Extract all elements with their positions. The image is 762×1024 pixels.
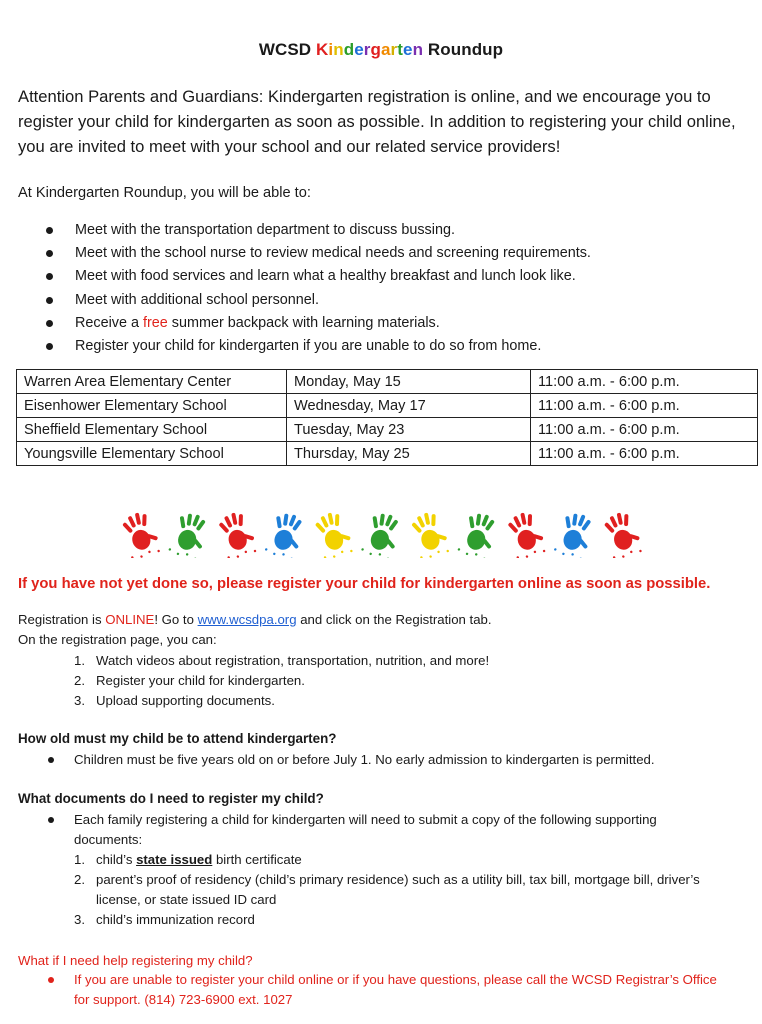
bullet-icon [46,273,53,280]
registration-text: ! Go to [154,612,198,627]
title-letter: e [354,40,364,59]
handprint-icon [408,509,452,558]
handprints-decoration [116,508,646,558]
time-cell: 11:00 a.m. - 6:00 p.m. [531,442,758,466]
online-highlight: ONLINE [105,612,155,627]
step-text: Register your child for kindergarten. [96,673,305,688]
title-letter: r [363,40,371,59]
list-item: 2. Register your child for kindergarten. [74,673,305,688]
title-letter: e [403,40,413,59]
registration-steps [74,651,489,711]
step-text: Upload supporting documents. [96,693,275,708]
list-item: 3. child’s immunization record [74,912,255,927]
age-answer [18,750,738,770]
date-cell: Monday, May 15 [287,370,531,394]
registration-page-intro: On the registration page, you can: [18,632,217,647]
documents-answer [18,810,738,850]
handprint-icon [168,510,211,558]
registration-text: and click on the Registration tab. [296,612,492,627]
list-item: 1. Watch videos about registration, transportation, nutrition, and more! [74,653,490,668]
handprint-icon [264,510,307,558]
help-question: What if I need help registering my child? [18,953,253,968]
list-item: 1. child’s state issued birth certificate [74,852,302,867]
handprint-icon [504,509,548,558]
time-cell: 11:00 a.m. - 6:00 p.m. [531,418,758,442]
list-item-text: Meet with the transportation department to discuss bussing. [75,222,455,238]
date-cell: Wednesday, May 17 [287,394,531,418]
registration-text: Registration is [18,612,106,627]
table-row [17,442,758,466]
bullet-icon [46,320,53,327]
school-cell: Warren Area Elementary Center [17,370,287,394]
doc-text: child’s immunization record [96,912,255,927]
title-letter: g [370,40,381,59]
time-cell: 11:00 a.m. - 6:00 p.m. [531,370,758,394]
handprint-icon [553,510,596,558]
title-letter: K [316,40,329,59]
title-letter: n [412,40,424,59]
answer-text: Each family registering a child for kindergarten will need to submit a copy of the following supporting documents: [74,812,657,847]
bullet-icon [46,297,53,304]
doc-emphasis: state issued [136,852,213,867]
title-letter: n [333,40,344,59]
registration-info [18,610,748,650]
handprint-icon [118,509,162,558]
benefits-list [18,219,738,358]
list-item-text: Meet with food services and learn what a healthy breakfast and lunch look like. [75,268,576,285]
list-item-text: Meet with additional school personnel. [75,291,319,308]
documents-question: What documents do I need to register my child? [18,791,324,806]
list-item [18,335,738,358]
date-cell: Thursday, May 25 [287,442,531,466]
doc-text: parent’s proof of residency (child’s primary residence) such as a utility bill, tax bill, mortgage bill, driver’s license, or state issued ID card [96,872,700,907]
title-highlight [316,40,423,59]
list-item-text: Receive a [75,314,143,331]
free-highlight: free [143,314,168,331]
doc-text: child’s [96,852,137,867]
intro-paragraph: Attention Parents and Guardians: Kindergarten registration is online, and we encourage you to register your child for kindergarten as soon as possible. In addition to registering your child online, you are invited to meet with your school and our related service providers! [18,87,736,156]
list-item [18,265,738,288]
title-suffix: Roundup [423,40,504,59]
answer-text: Children must be five years old on or before July 1. No early admission to kindergarten is permitted. [74,752,655,767]
handprint-icon [311,509,355,558]
handprint-icon [457,510,500,558]
bullet-icon [48,977,54,983]
handprint-icon [600,509,644,558]
step-text: Watch videos about registration, transportation, nutrition, and more! [96,653,490,668]
help-answer [18,970,738,1010]
roundup-lead: At Kindergarten Roundup, you will be able to: [18,185,311,201]
bullet-icon [46,343,53,350]
school-cell: Sheffield Elementary School [17,418,287,442]
school-cell: Youngsville Elementary School [17,442,287,466]
page-title [0,40,762,60]
list-item [18,242,738,265]
registration-line [18,610,748,630]
bullet-icon [46,227,53,234]
schedule-table [16,369,758,466]
list-item [18,289,738,312]
list-item-text: summer backpack with learning materials. [167,314,440,331]
title-prefix: WCSD [258,40,316,59]
website-link[interactable]: www.wcsdpa.org [197,612,297,627]
list-item [18,312,738,335]
title-letter: t [397,40,403,59]
list-item-text: Meet with the school nurse to review medical needs and screening requirements. [75,245,591,262]
table-row [17,370,758,394]
title-letter: r [390,40,398,59]
bullet-icon [48,817,54,823]
answer-text: If you are unable to register your child online or if you have questions, please call the WCSD Registrar’s Office for support. (814) 723-6900 ext. 1027 [74,972,717,1007]
bullet-icon [46,250,53,257]
table-row [17,418,758,442]
bullet-icon [48,757,54,763]
list-item-text: Register your child for kindergarten if you are unable to do so from home. [75,337,542,354]
list-item: 2. parent’s proof of residency (child’s primary residence) such as a utility bill, tax bill, mortgage bill, driver’s license, or state issued ID card [74,872,700,907]
table-row [17,394,758,418]
handprint-icon [361,510,404,558]
handprint-icon [215,509,259,558]
list-item [18,219,738,242]
documents-list [74,850,724,930]
title-letter: d [343,40,355,59]
title-letter: a [380,40,391,59]
list-item: 3. Upload supporting documents. [74,693,275,708]
doc-text: birth certificate [212,852,302,867]
title-letter: i [328,40,334,59]
age-question: How old must my child be to attend kindergarten? [18,731,337,746]
register-alert: If you have not yet done so, please register your child for kindergarten online as soon as possible. [18,576,711,592]
date-cell: Tuesday, May 23 [287,418,531,442]
school-cell: Eisenhower Elementary School [17,394,287,418]
time-cell: 11:00 a.m. - 6:00 p.m. [531,394,758,418]
